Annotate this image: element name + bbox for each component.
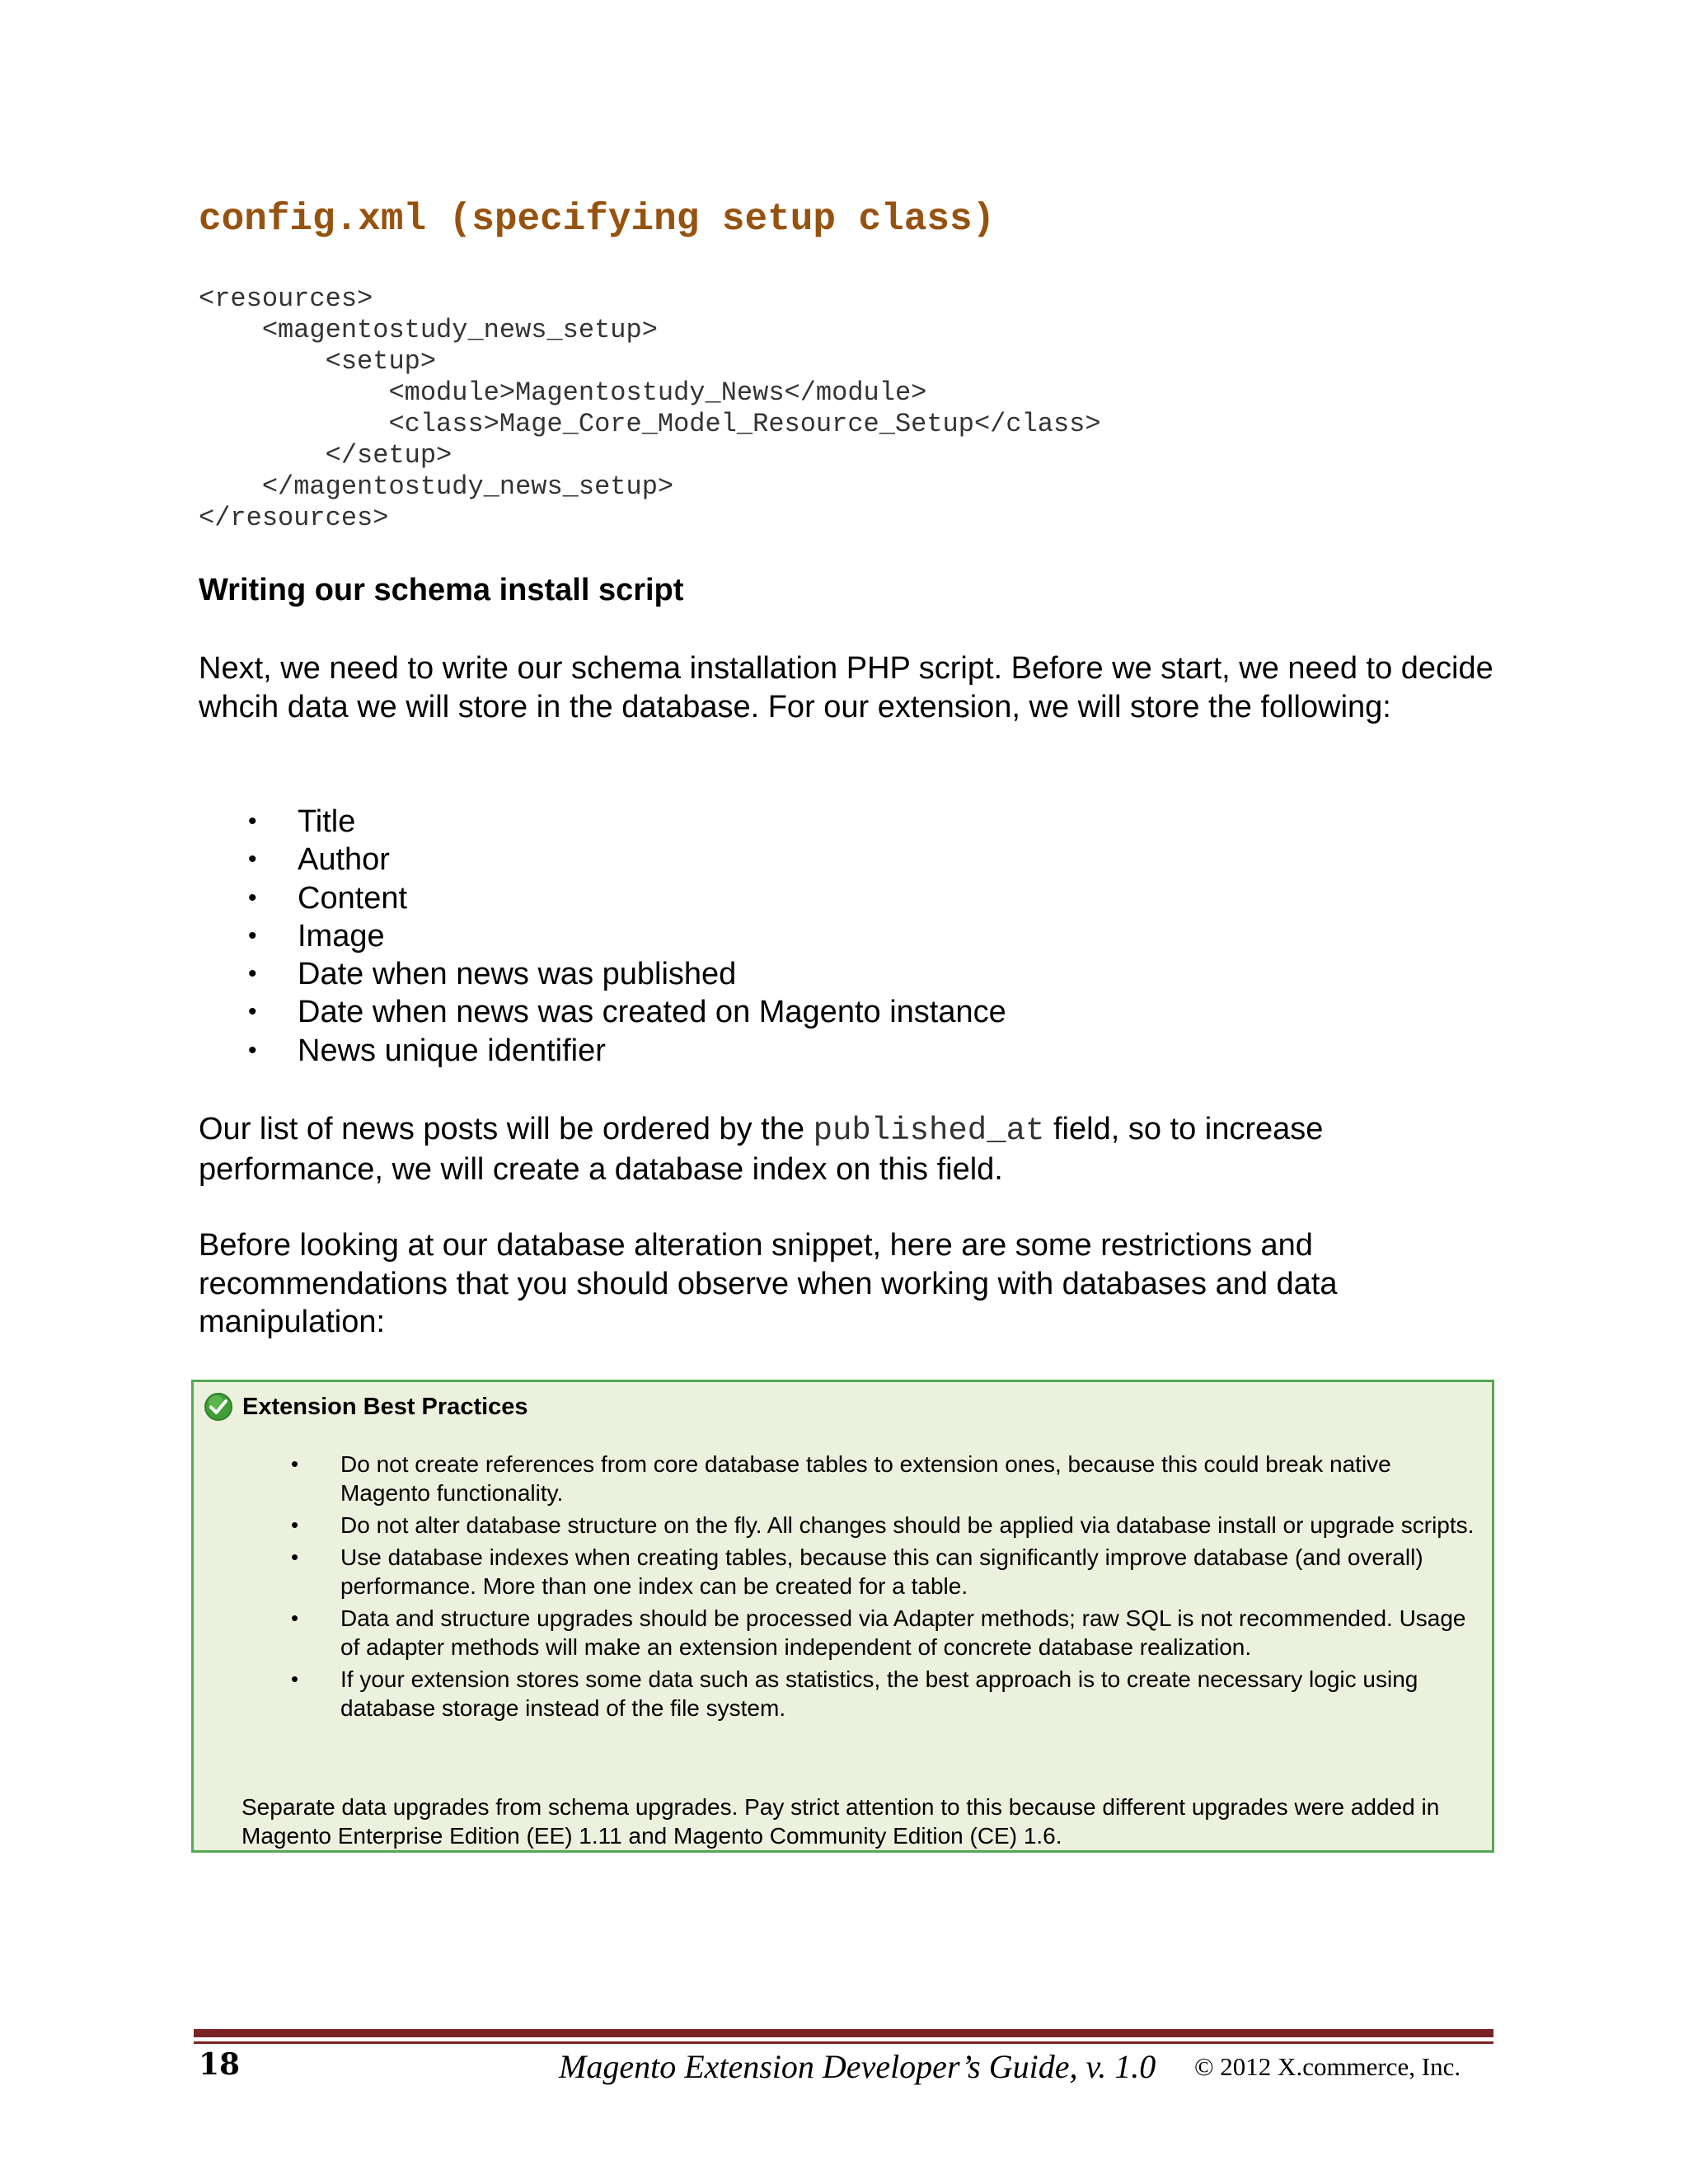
index-paragraph: Our list of news posts will be ordered by the published_at field, so to increase performance, we will create a database index on this field. (199, 1112, 1324, 1187)
list-item: • Date when news was published (199, 955, 1006, 993)
best-practices-callout (191, 1380, 1494, 1853)
subheading: Writing our schema install script (199, 573, 684, 607)
field-list (199, 803, 1006, 1070)
page-number: 18 (199, 2047, 241, 2082)
code-line: <resources> (199, 284, 373, 314)
code-line: <module>Magentostudy_News</module> (199, 377, 927, 408)
bullet-icon: • (291, 1605, 299, 1630)
code-line: </setup> (199, 440, 452, 471)
code-line: </resources> (199, 503, 389, 533)
code-block (199, 284, 1101, 534)
footer-rule (194, 2029, 1493, 2037)
list-item: • Do not create references from core database tables to extension ones, because this could break native Magento functionality. (291, 1451, 1391, 1506)
bullet-icon: • (248, 808, 257, 835)
footer-rule-thin (194, 2041, 1493, 2044)
intro-paragraph: Next, we need to write our schema installation PHP script. Before we start, we need to decide whcih data we will store in the database. For our extension, we will store the following: (199, 651, 1493, 724)
inline-code: published_at (813, 1113, 1045, 1149)
code-line: <magentostudy_news_setup> (199, 315, 658, 345)
bullet-icon: • (248, 960, 257, 988)
list-item: • Image (199, 917, 1006, 955)
code-line: </magentostudy_news_setup> (199, 471, 674, 502)
callout-header (204, 1390, 528, 1423)
bullet-icon: • (248, 1036, 257, 1064)
list-item: • If your extension stores some data such as statistics, the best approach is to create necessary logic using database storage instead of the file system. (291, 1666, 1418, 1721)
code-line: <class>Mage_Core_Model_Resource_Setup</class> (199, 409, 1101, 439)
list-item: • Data and structure upgrades should be processed via Adapter methods; raw SQL is not recommended. Usage of adapter methods will make an extension independent of concrete database realization. (291, 1605, 1466, 1660)
restrictions-paragraph: Before looking at our database alteration snippet, here are some restrictions and recommendations that you should observe when working with databases and data manipulation: (199, 1228, 1338, 1339)
bullet-icon: • (248, 846, 257, 874)
bullet-icon: • (291, 1666, 299, 1691)
list-item: • News unique identifier (199, 1032, 1006, 1070)
bullet-icon: • (291, 1512, 299, 1537)
copyright: © 2012 X.commerce, Inc. (1194, 2052, 1461, 2081)
bullet-icon: • (291, 1544, 299, 1569)
callout-title: Extension Best Practices (242, 1393, 528, 1420)
bullet-icon: • (291, 1451, 299, 1476)
list-item: • Do not alter database structure on the fly. All changes should be applied via database install or upgrade scripts. (291, 1512, 1475, 1538)
bullet-icon: • (248, 883, 257, 912)
bullet-icon: • (248, 921, 257, 949)
section-title: config.xml (specifying setup class) (199, 198, 996, 241)
list-item: • Title (199, 803, 1006, 841)
callout-list (194, 1450, 1479, 1726)
book-title: Magento Extension Developer’s Guide, v. 1.0 (559, 2048, 1156, 2085)
list-item: • Author (199, 841, 1006, 879)
bullet-icon: • (248, 998, 257, 1026)
check-circle-icon (204, 1392, 233, 1422)
callout-footer-note: Separate data upgrades from schema upgrades. Pay strict attention to this because different upgrades were added in Magento Enterprise Edition (EE) 1.11 and Magento Community Edition (CE) 1.6. (241, 1794, 1440, 1849)
list-item: • Content (199, 879, 1006, 917)
list-item: • Use database indexes when creating tables, because this can significantly improve database (and overall) performance. More than one index can be created for a table. (291, 1544, 1423, 1599)
list-item: • Date when news was created on Magento instance (199, 993, 1006, 1031)
code-line: <setup> (199, 346, 437, 377)
